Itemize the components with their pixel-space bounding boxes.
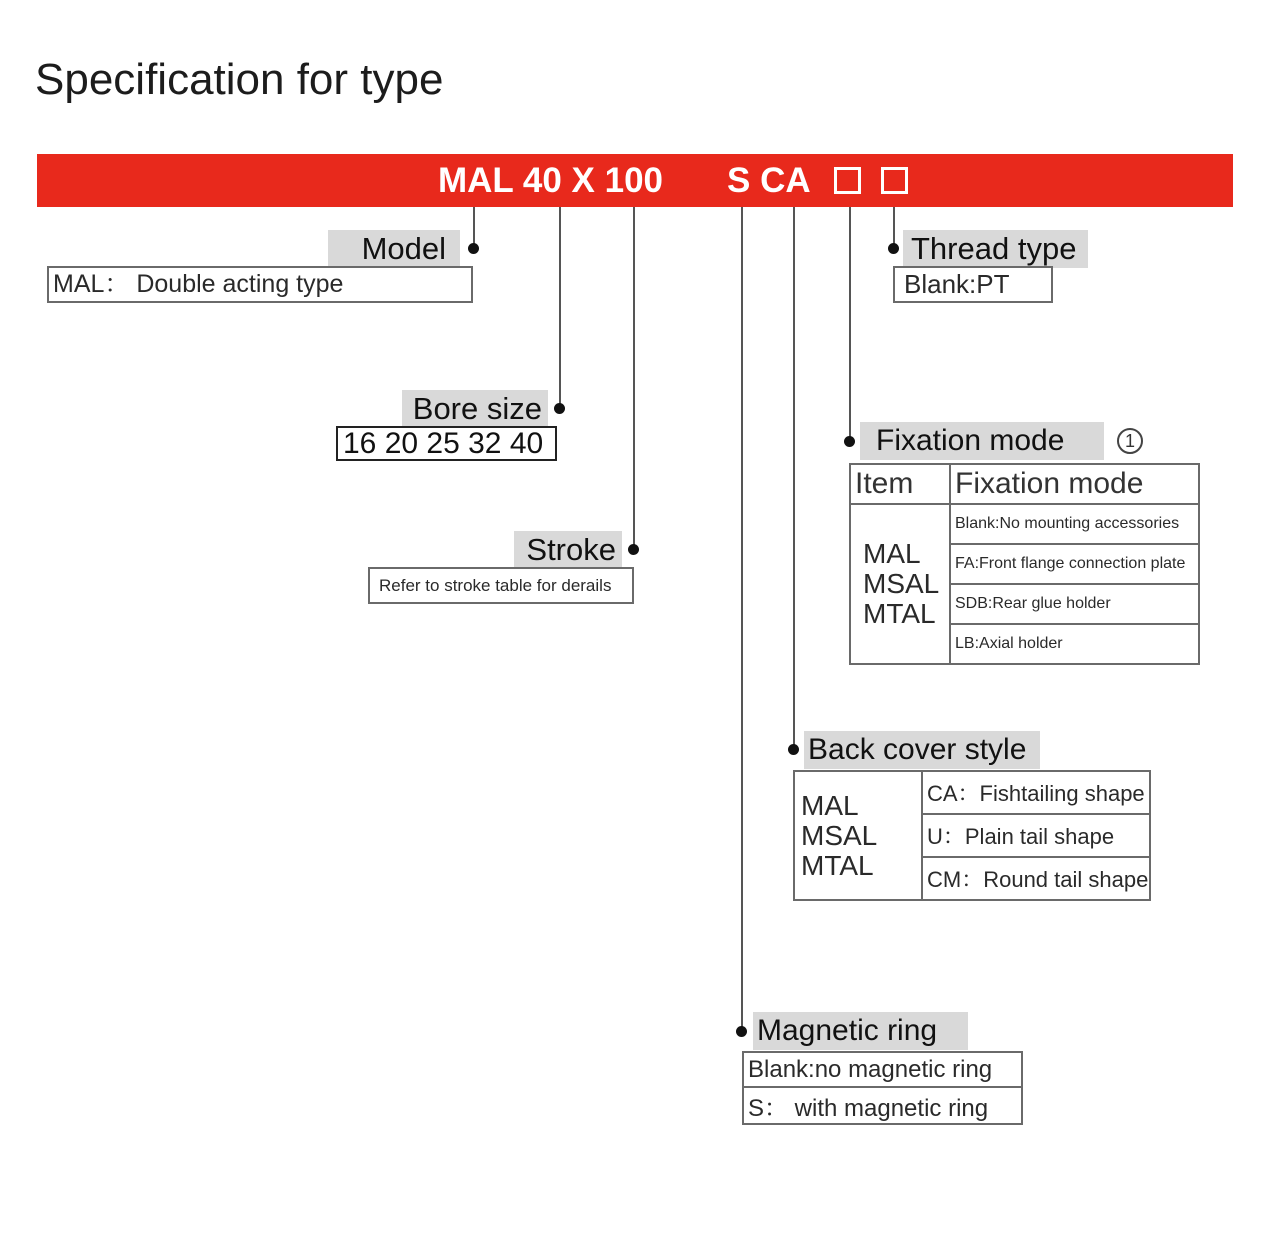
model-name: MTAL — [801, 849, 874, 881]
blank-slot-icon — [881, 167, 908, 194]
table-row — [743, 1052, 1022, 1087]
fixation-option: LB:Axial holder — [950, 624, 1199, 664]
back-cover-option: CA：Fishtailing shape — [922, 771, 1150, 814]
model-name: MSAL — [801, 819, 878, 851]
fixation-option: SDB:Rear glue holder — [950, 584, 1199, 624]
table-row — [743, 1087, 1022, 1124]
back-cover-option: CM：Round tail shape — [922, 857, 1150, 900]
table-header-mode: Fixation mode — [950, 464, 1199, 504]
magnetic-ring-table — [742, 1051, 1023, 1125]
thread-type-value-box: Blank:PT — [893, 266, 1053, 303]
table-row — [794, 771, 1150, 814]
bore-size-value-box: 16 20 25 32 40 — [336, 426, 557, 461]
bore-size-connector — [559, 207, 561, 409]
magnetic-ring-connector — [741, 207, 743, 1032]
blank-slot-icon — [834, 167, 861, 194]
bore-size-bullet — [554, 403, 565, 414]
fixation-mode-table — [849, 463, 1200, 665]
back-cover-label: Back cover style — [804, 731, 1040, 769]
table-row — [850, 504, 1199, 544]
magnetic-ring-option: Blank:no magnetic ring — [743, 1052, 1022, 1087]
stroke-value-box: Refer to stroke table for derails — [368, 567, 634, 604]
model-name: MAL — [863, 538, 921, 569]
stroke-bullet — [628, 544, 639, 555]
model-name: MTAL — [863, 598, 936, 629]
bore-size-label: Bore size — [402, 390, 548, 428]
table-row — [850, 464, 1199, 504]
back-cover-connector — [793, 207, 795, 750]
note-number-icon: 1 — [1117, 428, 1143, 454]
fixation-mode-connector — [849, 207, 851, 442]
stroke-connector — [633, 207, 635, 550]
fixation-mode-bullet — [844, 436, 855, 447]
fixation-mode-label: Fixation mode — [860, 422, 1104, 460]
back-cover-option: U：Plain tail shape — [922, 814, 1150, 857]
model-name: MAL — [801, 789, 859, 821]
thread-type-label: Thread type — [903, 230, 1088, 268]
fixation-option: FA:Front flange connection plate — [950, 544, 1199, 584]
model-label: Model — [328, 230, 460, 268]
model-name: MSAL — [863, 568, 940, 599]
back-cover-models-cell — [794, 771, 922, 900]
table-header-item: Item — [850, 464, 950, 504]
magnetic-ring-bullet — [736, 1026, 747, 1037]
stroke-label: Stroke — [514, 531, 622, 569]
magnetic-ring-option: S： with magnetic ring — [743, 1087, 1022, 1124]
back-cover-table — [793, 770, 1151, 901]
model-code-main: MAL 40 X 100 — [438, 161, 664, 200]
magnetic-ring-label: Magnetic ring — [753, 1012, 968, 1050]
fixation-option: Blank:No mounting accessories — [950, 504, 1199, 544]
model-bullet — [468, 243, 479, 254]
thread-type-bullet — [888, 243, 899, 254]
back-cover-bullet — [788, 744, 799, 755]
fixation-models-cell — [850, 504, 950, 664]
model-code-suffix: S CA — [727, 161, 811, 200]
model-value-box: MAL： Double acting type — [47, 266, 473, 303]
page-title: Specification for type — [35, 55, 444, 104]
